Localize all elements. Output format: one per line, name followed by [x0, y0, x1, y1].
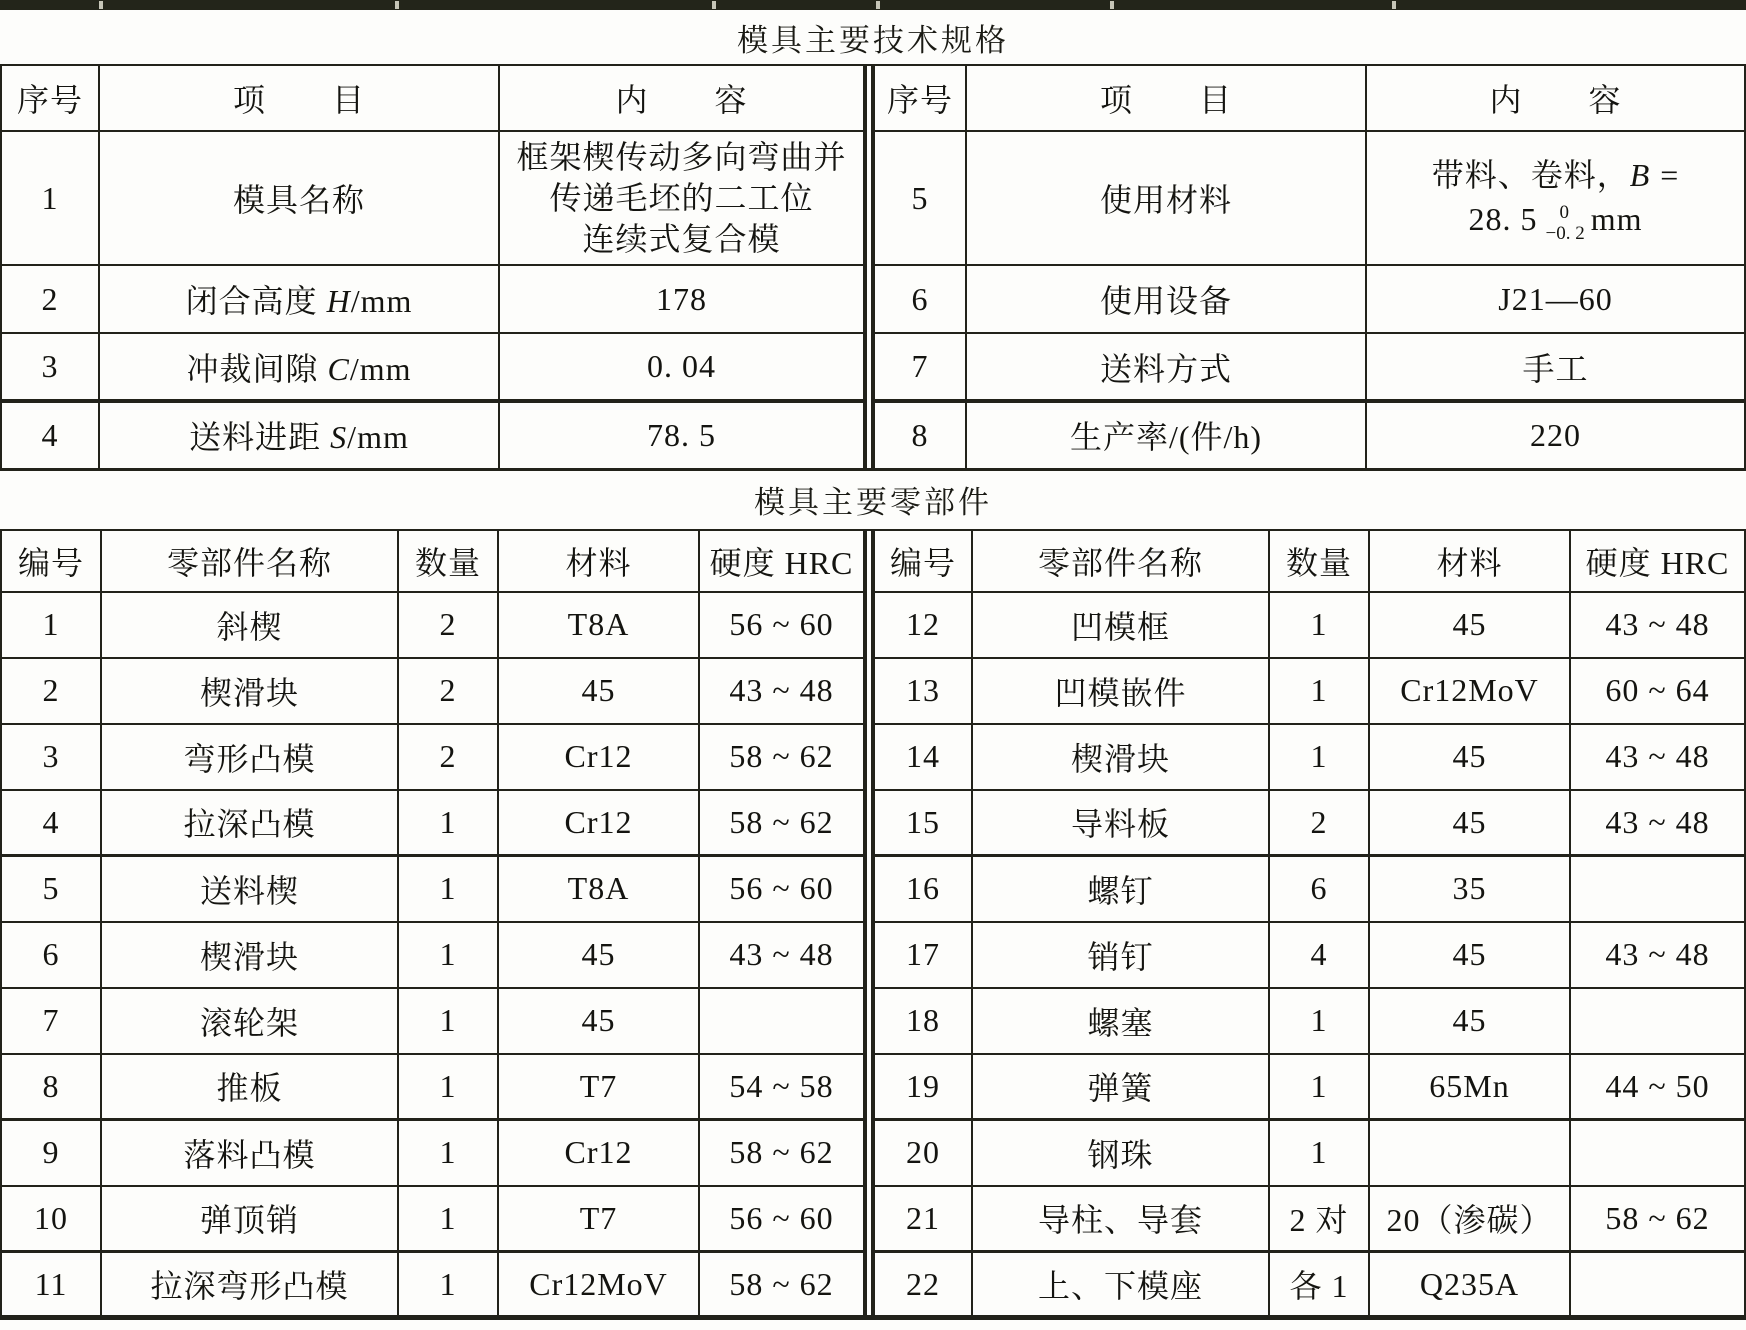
- part-hardness-cell: 54 ~ 58: [699, 1054, 864, 1120]
- spec-item-cell: [99, 265, 499, 333]
- part-hardness-cell: [699, 988, 864, 1054]
- part-no-cell: 7: [1, 988, 101, 1054]
- part-qty-cell: 1: [1269, 658, 1369, 724]
- part-qty-cell: 6: [1269, 856, 1369, 922]
- part-qty-cell: 1: [398, 1054, 498, 1120]
- spec-content-cell: J21—60: [1366, 265, 1745, 333]
- part-hardness-cell: 43 ~ 48: [699, 658, 864, 724]
- part-qty-cell: 1: [1269, 988, 1369, 1054]
- spec-table-row: [874, 265, 1745, 333]
- part-hardness-cell: 43 ~ 48: [699, 922, 864, 988]
- parts-table-row: [874, 856, 1745, 922]
- part-qty-cell: 各 1: [1269, 1252, 1369, 1318]
- material-value: 28. 5: [1468, 200, 1538, 237]
- parts-col-no: 编号: [1, 530, 101, 592]
- item-variable: H: [326, 283, 351, 319]
- part-material-cell: T8A: [498, 592, 699, 658]
- spec-table-row: [874, 333, 1745, 401]
- item-unit: /mm: [349, 350, 412, 387]
- part-no-cell: 3: [1, 724, 101, 790]
- parts-table-row: [1, 1186, 864, 1252]
- part-name-cell: 斜楔: [101, 592, 398, 658]
- part-material-cell: T7: [498, 1054, 699, 1120]
- spec-item-cell: [99, 333, 499, 401]
- spec-col-item: 项 目: [966, 65, 1366, 131]
- mold-name-line: 框架楔传动多向弯曲并: [516, 138, 847, 175]
- part-name-cell: 螺塞: [972, 988, 1269, 1054]
- parts-col-material: 材料: [1369, 530, 1570, 592]
- part-material-cell: 45: [1369, 592, 1570, 658]
- part-name-cell: 楔滑块: [101, 922, 398, 988]
- part-qty-cell: 1: [1269, 1120, 1369, 1186]
- part-no-cell: 8: [1, 1054, 101, 1120]
- parts-table-row: [874, 1120, 1745, 1186]
- equals-sign: =: [1660, 156, 1680, 193]
- part-hardness-cell: [1570, 1120, 1745, 1186]
- column-tick: [99, 1, 103, 9]
- item-variable: S: [330, 419, 348, 456]
- part-no-cell: 10: [1, 1186, 101, 1252]
- spec-item-cell: [99, 401, 499, 469]
- part-name-cell: 弯形凸模: [101, 724, 398, 790]
- item-label: 冲裁间隙: [186, 350, 328, 387]
- part-material-cell: 35: [1369, 856, 1570, 922]
- parts-table-row: [1, 1252, 864, 1318]
- table-half-divider: [865, 529, 873, 1321]
- part-no-cell: 12: [874, 592, 972, 658]
- part-name-cell: 弹簧: [972, 1054, 1269, 1120]
- part-no-cell: 14: [874, 724, 972, 790]
- spec-no-cell: 6: [874, 265, 966, 333]
- spec-no-cell: 8: [874, 401, 966, 469]
- part-material-cell: T8A: [498, 856, 699, 922]
- parts-table-row: [874, 1252, 1745, 1318]
- spec-table-row: [1, 401, 864, 469]
- part-no-cell: 2: [1, 658, 101, 724]
- parts-table-right-half: [873, 529, 1746, 1321]
- item-label: 送料进距: [189, 419, 331, 456]
- parts-table-row: [874, 988, 1745, 1054]
- part-material-cell: Cr12: [498, 724, 699, 790]
- part-qty-cell: 2: [398, 724, 498, 790]
- parts-col-no: 编号: [874, 530, 972, 592]
- tolerance-stack: [1546, 203, 1585, 245]
- spec-table-title: 模具主要技术规格: [737, 22, 1009, 58]
- part-qty-cell: 1: [398, 1120, 498, 1186]
- part-hardness-cell: 58 ~ 62: [699, 1252, 864, 1318]
- spec-col-item: 项 目: [99, 65, 499, 131]
- part-name-cell: 弹顶销: [101, 1186, 398, 1252]
- part-hardness-cell: [1570, 856, 1745, 922]
- spec-col-content: 内 容: [499, 65, 864, 131]
- spec-no-cell: 7: [874, 333, 966, 401]
- parts-table-row: [1, 724, 864, 790]
- part-material-cell: 45: [498, 922, 699, 988]
- item-variable: C: [327, 350, 350, 387]
- part-material-cell: Cr12MoV: [498, 1252, 699, 1318]
- part-material-cell: 20（渗碳）: [1369, 1186, 1570, 1252]
- spec-col-content: 内 容: [1366, 65, 1745, 131]
- part-name-cell: 楔滑块: [972, 724, 1269, 790]
- spec-item-cell: 生产率/(件/h): [966, 401, 1366, 469]
- spec-no-cell: 1: [1, 131, 99, 265]
- item-unit: /mm: [350, 283, 413, 319]
- parts-header-row: [1, 530, 864, 592]
- part-qty-cell: 1: [398, 1252, 498, 1318]
- part-material-cell: 45: [1369, 724, 1570, 790]
- part-name-cell: 螺钉: [972, 856, 1269, 922]
- part-no-cell: 18: [874, 988, 972, 1054]
- material-variable: B: [1629, 156, 1651, 193]
- parts-table-row: [1, 856, 864, 922]
- spec-table-row: [874, 131, 1745, 265]
- spec-content-cell: 178: [499, 265, 864, 333]
- parts-table-row: [1, 658, 864, 724]
- part-no-cell: 16: [874, 856, 972, 922]
- item-unit: /mm: [347, 419, 409, 456]
- part-no-cell: 5: [1, 856, 101, 922]
- part-qty-cell: 2: [398, 592, 498, 658]
- part-material-cell: Cr12MoV: [1369, 658, 1570, 724]
- part-no-cell: 4: [1, 790, 101, 856]
- column-tick: [395, 1, 399, 9]
- parts-table-row: [874, 922, 1745, 988]
- part-name-cell: 凹模嵌件: [972, 658, 1269, 724]
- part-no-cell: 11: [1, 1252, 101, 1318]
- part-hardness-cell: 56 ~ 60: [699, 592, 864, 658]
- top-crop-bar: [0, 0, 1746, 10]
- parts-table-row: [874, 658, 1745, 724]
- spec-content-cell: 手工: [1366, 333, 1745, 401]
- spec-item-cell: 使用材料: [966, 131, 1366, 265]
- parts-table-left-half: [0, 529, 865, 1321]
- spec-content-cell: [1366, 131, 1745, 265]
- part-qty-cell: 4: [1269, 922, 1369, 988]
- spec-no-cell: 3: [1, 333, 99, 401]
- mold-name-line: 连续式复合模: [582, 220, 781, 257]
- part-no-cell: 1: [1, 592, 101, 658]
- part-name-cell: 导柱、导套: [972, 1186, 1269, 1252]
- spec-header-row: [1, 65, 864, 131]
- column-tick: [1110, 1, 1114, 9]
- spec-no-cell: 5: [874, 131, 966, 265]
- table-half-divider: [865, 64, 873, 471]
- tolerance-upper: 0: [1559, 202, 1569, 224]
- parts-table-row: [874, 592, 1745, 658]
- part-material-cell: Cr12: [498, 790, 699, 856]
- part-qty-cell: 1: [398, 922, 498, 988]
- spec-header-row: [874, 65, 1745, 131]
- part-name-cell: 落料凸模: [101, 1120, 398, 1186]
- parts-col-qty: 数量: [398, 530, 498, 592]
- parts-col-name: 零部件名称: [101, 530, 398, 592]
- part-hardness-cell: 58 ~ 62: [699, 790, 864, 856]
- column-tick: [876, 1, 880, 9]
- spec-col-no: 序号: [874, 65, 966, 131]
- parts-col-qty: 数量: [1269, 530, 1369, 592]
- part-material-cell: 45: [1369, 988, 1570, 1054]
- part-name-cell: 销钉: [972, 922, 1269, 988]
- part-no-cell: 21: [874, 1186, 972, 1252]
- part-hardness-cell: [1570, 988, 1745, 1054]
- part-material-cell: 45: [498, 988, 699, 1054]
- spec-item-cell: 送料方式: [966, 333, 1366, 401]
- spec-no-cell: 2: [1, 265, 99, 333]
- part-material-cell: 65Mn: [1369, 1054, 1570, 1120]
- part-qty-cell: 2: [398, 658, 498, 724]
- spec-content-cell: 220: [1366, 401, 1745, 469]
- parts-table-row: [874, 724, 1745, 790]
- part-no-cell: 19: [874, 1054, 972, 1120]
- tolerance-lower: −0. 2: [1545, 223, 1585, 245]
- parts-col-hardness: 硬度 HRC: [1570, 530, 1745, 592]
- part-qty-cell: 1: [398, 856, 498, 922]
- part-material-cell: 45: [1369, 790, 1570, 856]
- part-hardness-cell: 43 ~ 48: [1570, 724, 1745, 790]
- spec-col-no: 序号: [1, 65, 99, 131]
- part-material-cell: 45: [498, 658, 699, 724]
- material-line: [1369, 153, 1742, 197]
- part-hardness-cell: 43 ~ 48: [1570, 592, 1745, 658]
- part-qty-cell: 2 对: [1269, 1186, 1369, 1252]
- parts-table-row: [1, 790, 864, 856]
- spec-content-cell: [499, 131, 864, 265]
- part-hardness-cell: 44 ~ 50: [1570, 1054, 1745, 1120]
- part-no-cell: 22: [874, 1252, 972, 1318]
- parts-table-row: [874, 1186, 1745, 1252]
- parts-table-title: 模具主要零部件: [754, 485, 992, 520]
- part-no-cell: 20: [874, 1120, 972, 1186]
- part-qty-cell: 1: [398, 790, 498, 856]
- part-material-cell: 45: [1369, 922, 1570, 988]
- parts-table-row: [1, 922, 864, 988]
- part-material-cell: Q235A: [1369, 1252, 1570, 1318]
- part-no-cell: 6: [1, 922, 101, 988]
- spec-content-cell: 0. 04: [499, 333, 864, 401]
- item-label: 闭合高度: [185, 283, 327, 319]
- part-qty-cell: 1: [1269, 724, 1369, 790]
- part-name-cell: 拉深凸模: [101, 790, 398, 856]
- part-hardness-cell: 58 ~ 62: [699, 1120, 864, 1186]
- spec-no-cell: 4: [1, 401, 99, 469]
- spec-item-cell: 使用设备: [966, 265, 1366, 333]
- part-hardness-cell: 58 ~ 62: [699, 724, 864, 790]
- spec-item-cell: 模具名称: [99, 131, 499, 265]
- part-name-cell: 凹模框: [972, 592, 1269, 658]
- part-name-cell: 钢珠: [972, 1120, 1269, 1186]
- material-text: 带料、卷料，: [1431, 156, 1630, 193]
- part-qty-cell: 1: [1269, 1054, 1369, 1120]
- parts-col-name: 零部件名称: [972, 530, 1269, 592]
- part-name-cell: 楔滑块: [101, 658, 398, 724]
- part-material-cell: Cr12: [498, 1120, 699, 1186]
- parts-col-material: 材料: [498, 530, 699, 592]
- part-hardness-cell: 56 ~ 60: [699, 856, 864, 922]
- part-name-cell: 送料楔: [101, 856, 398, 922]
- spec-content-cell: 78. 5: [499, 401, 864, 469]
- part-hardness-cell: [1570, 1252, 1745, 1318]
- parts-table-row: [874, 1054, 1745, 1120]
- parts-col-hardness: 硬度 HRC: [699, 530, 864, 592]
- part-no-cell: 13: [874, 658, 972, 724]
- part-material-cell: [1369, 1120, 1570, 1186]
- part-name-cell: 拉深弯形凸模: [101, 1252, 398, 1318]
- part-name-cell: 导料板: [972, 790, 1269, 856]
- spec-table-row: [1, 131, 864, 265]
- part-hardness-cell: 43 ~ 48: [1570, 922, 1745, 988]
- part-qty-cell: 2: [1269, 790, 1369, 856]
- part-hardness-cell: 56 ~ 60: [699, 1186, 864, 1252]
- part-hardness-cell: 43 ~ 48: [1570, 790, 1745, 856]
- material-unit: mm: [1590, 200, 1643, 237]
- parts-table: [0, 529, 1746, 1321]
- column-tick: [712, 1, 716, 9]
- part-no-cell: 9: [1, 1120, 101, 1186]
- material-line: [1369, 197, 1742, 244]
- part-hardness-cell: 58 ~ 62: [1570, 1186, 1745, 1252]
- part-qty-cell: 1: [1269, 592, 1369, 658]
- column-tick: [1392, 1, 1396, 9]
- parts-header-row: [874, 530, 1745, 592]
- parts-table-row: [1, 1120, 864, 1186]
- part-hardness-cell: 60 ~ 64: [1570, 658, 1745, 724]
- spec-table-left-half: [0, 64, 865, 471]
- mold-name-line: 传递毛坯的二工位: [549, 179, 814, 216]
- part-qty-cell: 1: [398, 988, 498, 1054]
- part-name-cell: 滚轮架: [101, 988, 398, 1054]
- part-qty-cell: 1: [398, 1186, 498, 1252]
- parts-table-row: [1, 988, 864, 1054]
- part-no-cell: 15: [874, 790, 972, 856]
- spec-table-right-half: [873, 64, 1746, 471]
- spec-table-row: [1, 265, 864, 333]
- parts-table-row: [1, 1054, 864, 1120]
- spec-table: [0, 64, 1746, 471]
- part-name-cell: 上、下模座: [972, 1252, 1269, 1318]
- parts-table-row: [874, 790, 1745, 856]
- part-no-cell: 17: [874, 922, 972, 988]
- part-material-cell: T7: [498, 1186, 699, 1252]
- part-name-cell: 推板: [101, 1054, 398, 1120]
- parts-table-row: [1, 592, 864, 658]
- spec-table-row: [1, 333, 864, 401]
- spec-table-row: [874, 401, 1745, 469]
